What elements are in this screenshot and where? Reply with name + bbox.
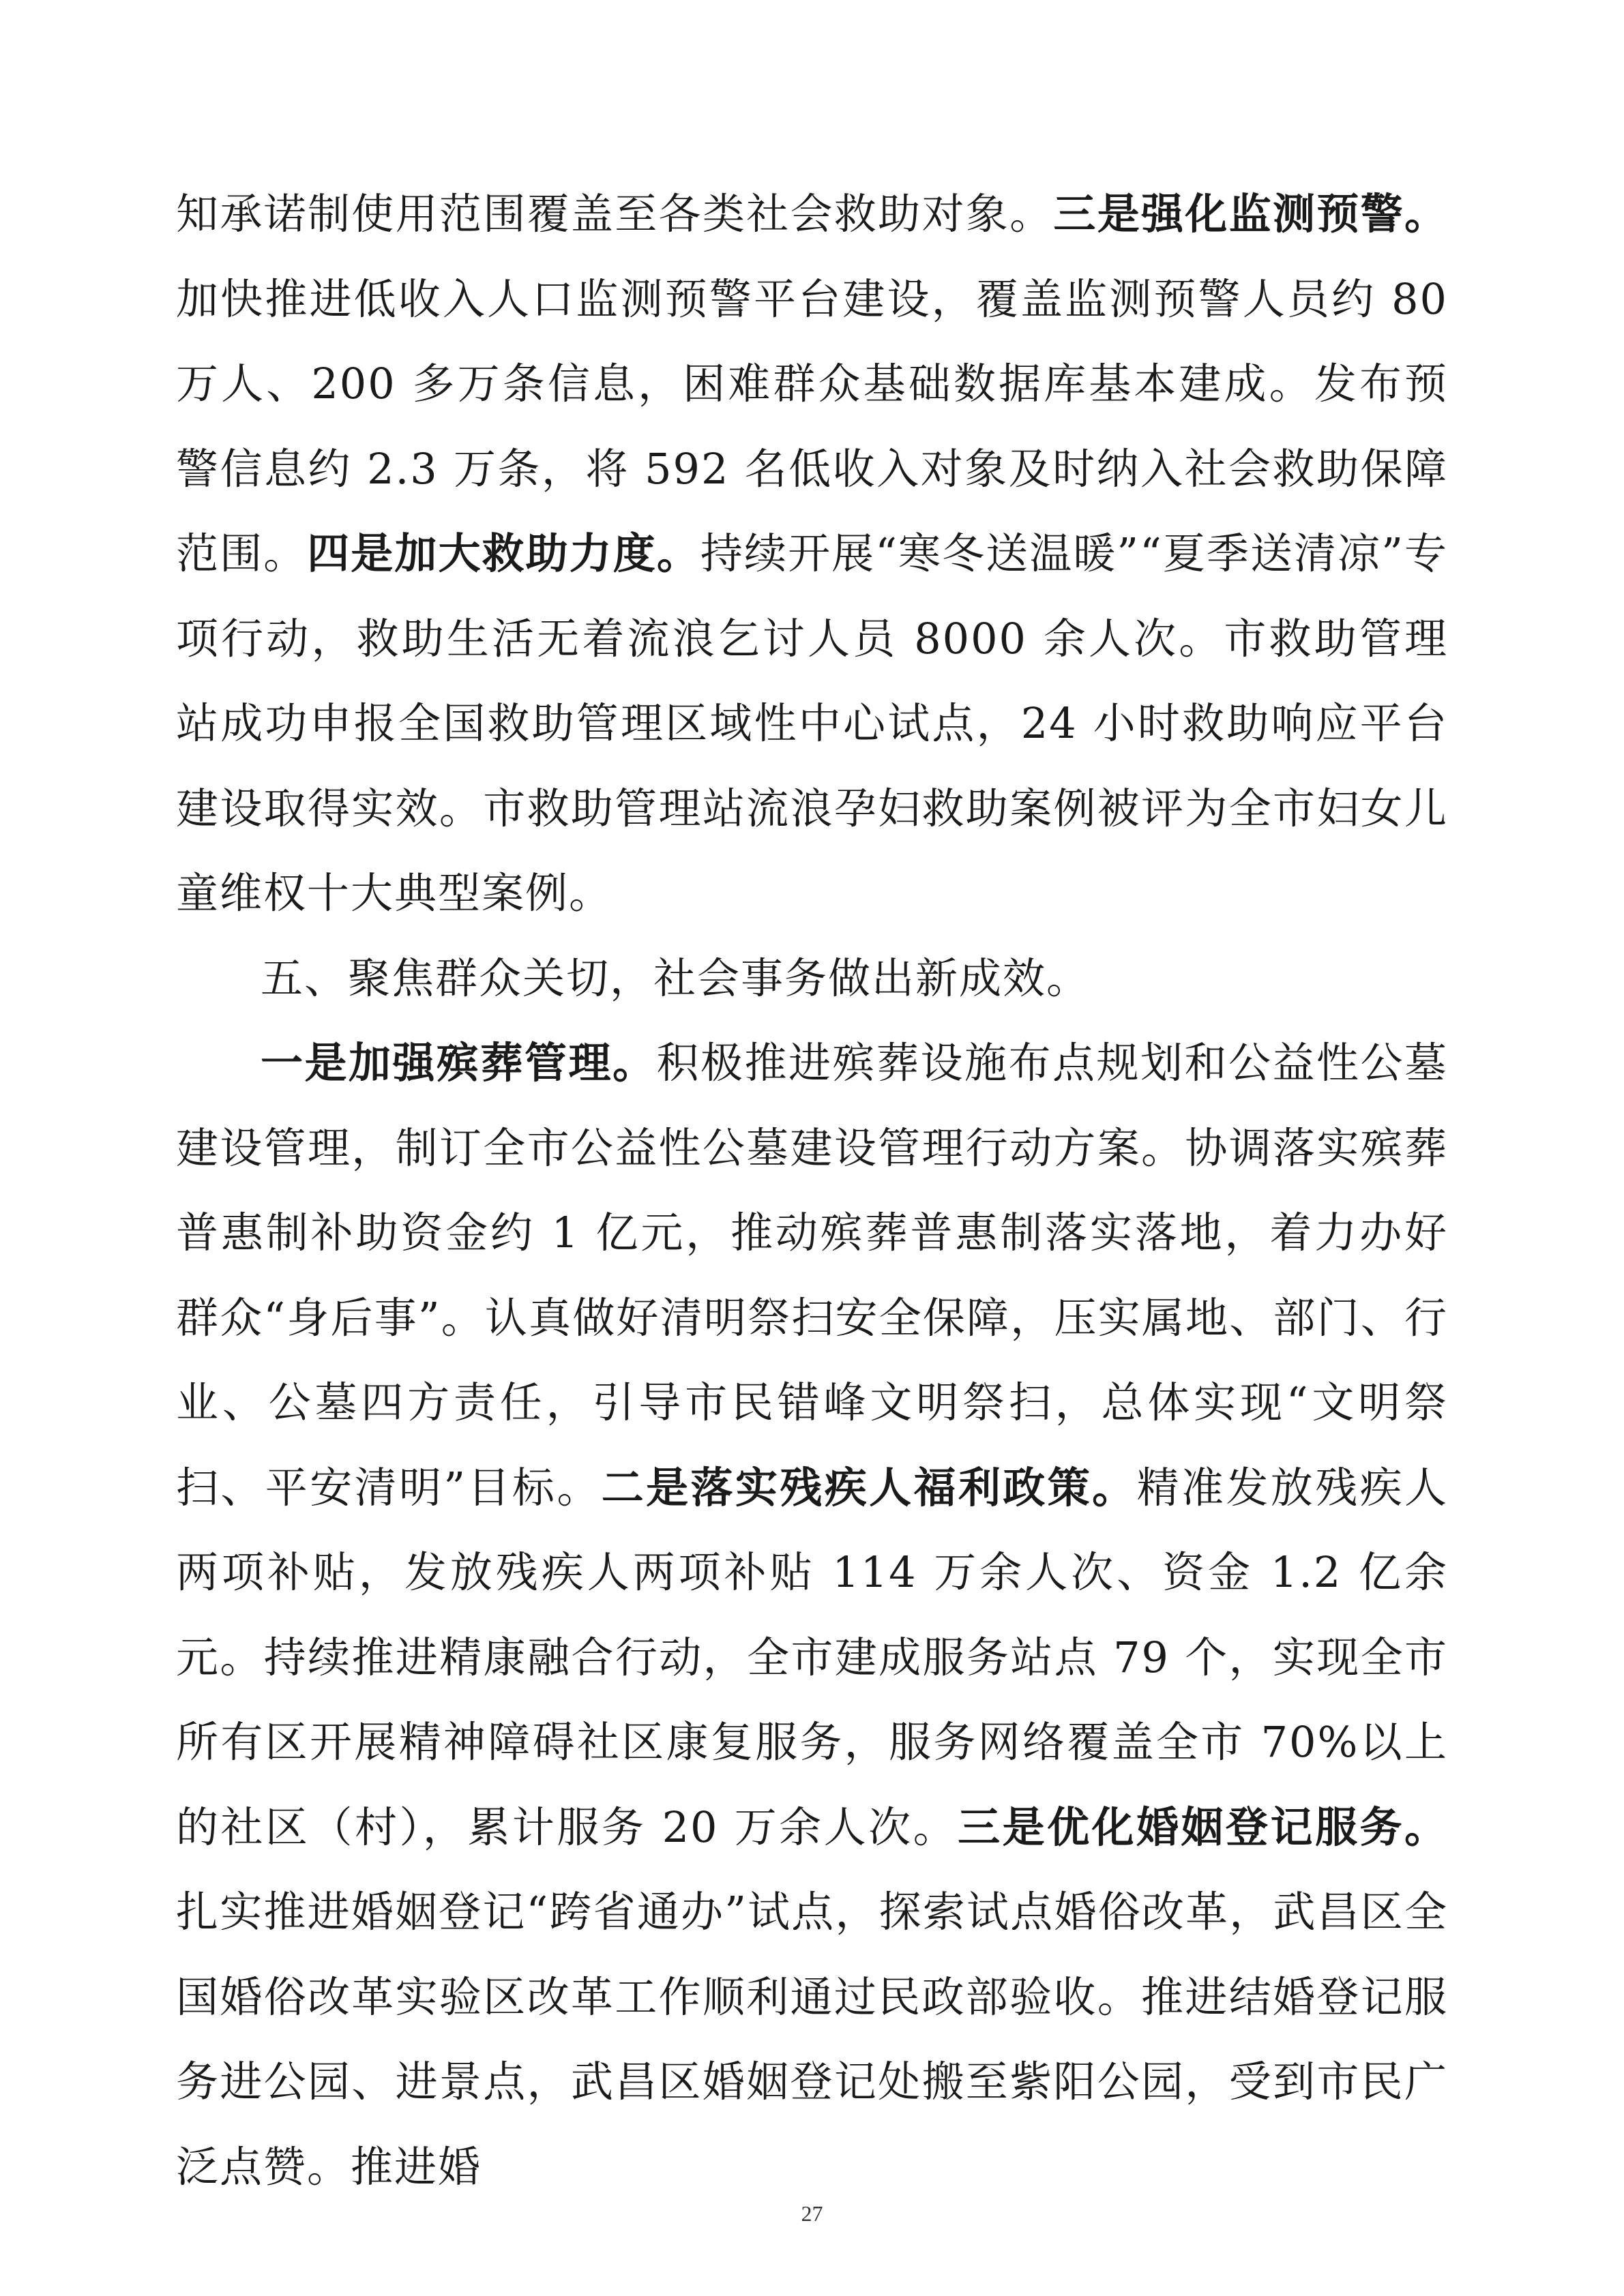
heading-run-increase-assistance: 四是加大救助力度。: [307, 528, 700, 578]
page-number: 27: [801, 2201, 823, 2226]
text-run: 扎实推进婚姻登记“跨省通办”试点，探索试点婚俗改革，武昌区全国婚俗改革实验区改革工作顺利通过民政部验收。推进结婚登记服务进公园、进景点，武昌区婚姻登记处搬至紫阳公园，受到市民广泛点赞。推进婚: [176, 1887, 1448, 2192]
text-run: 知承诺制使用范围覆盖至各类社会救助对象。: [176, 189, 1054, 239]
paragraph-social-assistance: [176, 172, 1448, 936]
heading-run-disability-welfare: 二是落实残疾人福利政策。: [601, 1462, 1137, 1512]
heading-run-strengthen-monitoring: 三是强化监测预警。: [1053, 189, 1448, 239]
section-heading-text: 五、聚焦群众关切，社会事务做出新成效。: [261, 953, 1091, 1003]
section-heading-social-affairs: [176, 936, 1448, 1022]
heading-run-funeral-management: 一是加强殡葬管理。: [261, 1038, 657, 1088]
text-run: 持续开展“寒冬送温暖”“夏季送清凉”专项行动，救助生活无着流浪乞讨人员 8000 余人次。市救助管理站成功申报全国救助管理区域性中心试点，24 小时救助响应平台建设取得实效。市救助管理站流浪孕妇救助案例被评为全市妇女儿童维权十大典型案例。: [176, 528, 1448, 918]
paragraph-social-affairs: [176, 1021, 1448, 2209]
heading-run-marriage-registration: 三是优化婚姻登记服务。: [958, 1802, 1448, 1852]
text-run: 精准发放残疾人两项补贴，发放残疾人两项补贴 114 万余人次、资金 1.2 亿余元。持续推进精康融合行动，全市建成服务站点 79 个，实现全市所有区开展精神障碍社区康复服务，服务网络覆盖全市 70%以上的社区（村），累计服务 20 万余人次。: [176, 1462, 1448, 1852]
document-body: [176, 172, 1448, 2209]
text-run: 积极推进殡葬设施布点规划和公益性公墓建设管理，制订全市公益性公墓建设管理行动方案。协调落实殡葬普惠制补助资金约 1 亿元，推动殡葬普惠制落实落地，着力办好群众“身后事”。认真做好清明祭扫安全保障，压实属地、部门、行业、公墓四方责任，引导市民错峰文明祭扫，总体实现“文明祭扫、平安清明”目标。: [176, 1038, 1448, 1512]
text-run: 加快推进低收入人口监测预警平台建设，覆盖监测预警人员约 80 万人、200 多万条信息，困难群众基础数据库基本建成。发布预警信息约 2.3 万条，将 592 名低收入对象及时纳入社会救助保障范围。: [176, 273, 1448, 578]
